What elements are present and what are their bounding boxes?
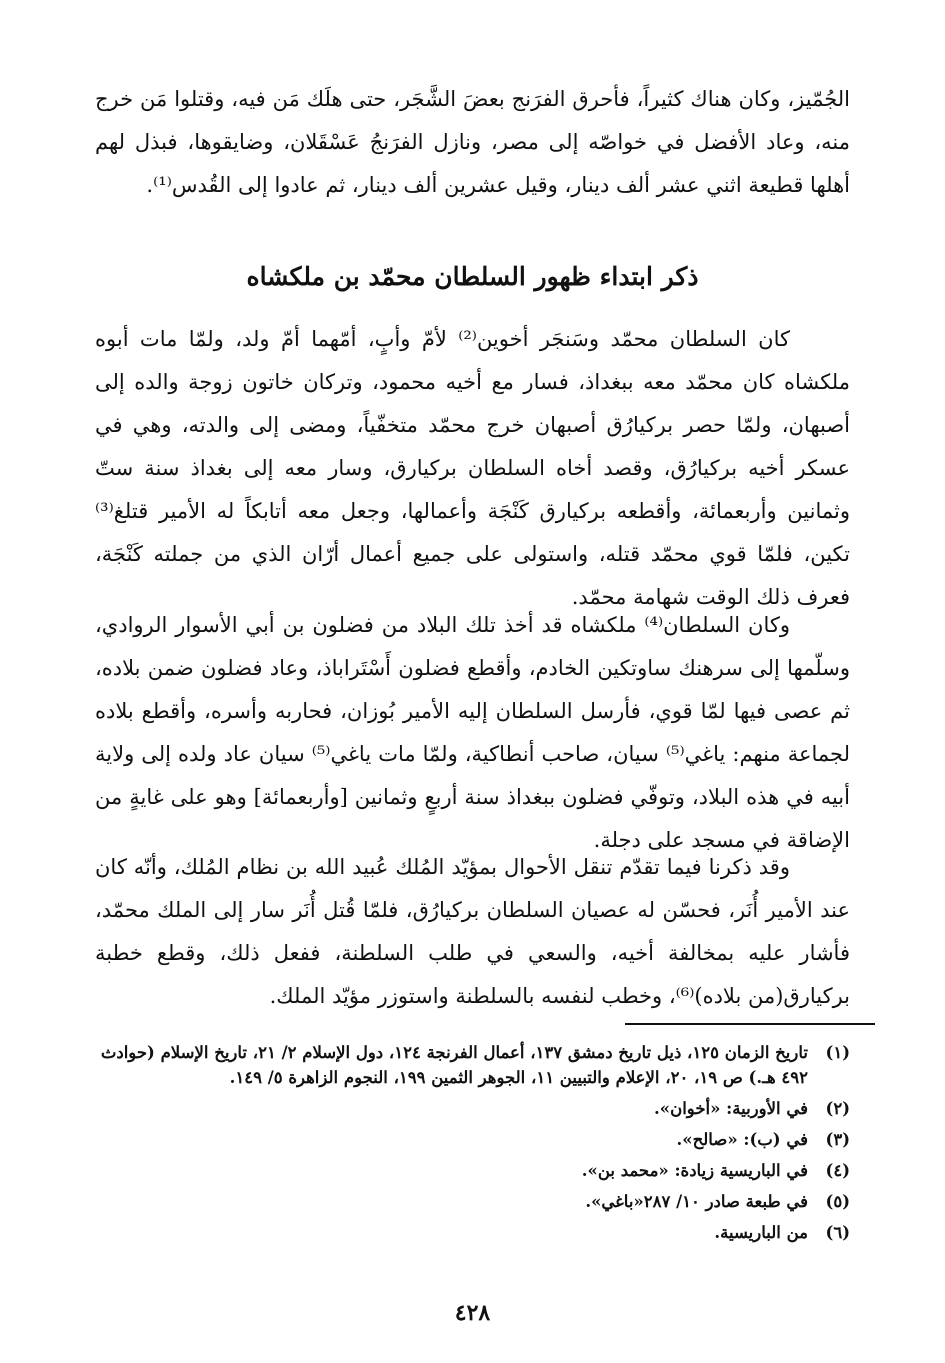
footnote-number: (١) xyxy=(825,1043,850,1062)
footnote-number: (٦) xyxy=(825,1223,850,1242)
paragraph-text: وقد ذكرنا فيما تقدّم تنقل الأحوال بمؤيّد المُلك عُبيد الله بن نظام المُلك، وأنّه كان عند الأمير أُنَر، فحسّن له عصيان السلطان بركيارُق، فلمّا قُتل أُنَر سار إلى الملك محمّد، فأشار عليه بمخالفة أخيه، والسعي في طلب السلطنة، ففعل ذلك، وقطع خطبة بركيارق(من بلاده)⁽⁶⁾، وخطب لنفسه بالسلطنة واستوزر مؤيّد الملك. xyxy=(95,855,850,1008)
page-number: ٤٢٨ xyxy=(454,1300,491,1326)
footnote-item xyxy=(70,1158,850,1183)
footnotes xyxy=(70,1040,850,1251)
footnote-item xyxy=(70,1040,850,1090)
paragraph-3 xyxy=(95,846,850,1018)
footnote-divider xyxy=(625,1023,875,1025)
footnote-number: (٣) xyxy=(825,1130,850,1149)
footnote-text: تاريخ الزمان ١٢٥، ذيل تاريخ دمشق ١٣٧، أعمال الفرنجة ١٢٤، دول الإسلام ٢/ ٢١، تاريخ الإسلام (حوادث ٤٩٢ هـ.) ص ١٩، ٢٠، الإعلام والتبيين ١١، الجوهر الثمين ١٩٩، النجوم الزاهرة ٥/ ١٤٩. xyxy=(100,1043,808,1087)
footnote-item xyxy=(70,1220,850,1245)
footnote-item xyxy=(70,1189,850,1214)
intro-paragraph xyxy=(95,78,850,207)
paragraph-text: وكان السلطان⁽⁴⁾ ملكشاه قد أخذ تلك البلاد من فضلون بن أبي الأسوار الروادي، وسلّمها إلى سرهنك ساوتكين الخادم، وأقطع فضلون أَسْتَراباذ، وعاد فضلون ضمن بلاده، ثم عصى فيها لمّا قوي، فأرسل السلطان إليه الأمير بُوزان، فحاربه وأسره، وأقطع بلاده لجماعة منهم: ياغي⁽⁵⁾ سيان، صاحب أنطاكية، ولمّا مات ياغي⁽⁵⁾ سيان عاد ولده إلى ولاية أبيه في هذه البلاد، وتوفّي فضلون ببغداذ سنة أربعٍ وثمانين [وأربعمائة] وهو على غايةٍ من الإضاقة في مسجد على دجلة. xyxy=(95,613,850,852)
paragraph-text: كان السلطان محمّد وسَنجَر أخوين⁽²⁾ لأمّ وأبٍ، أمّهما أمّ ولد، ولمّا مات أبوه ملكشاه كان محمّد معه ببغداذ، فسار مع أخيه محمود، وتركان خاتون زوجة والده إلى أصبهان، ولمّا حصر بركيارُق أصبهان خرج محمّد متخفّياً، ومضى إلى والدته، وهي في عسكر أخيه بركيارُق، وقصد أخاه السلطان بركيارق، وسار معه إلى بغداذ سنة ستّ وثمانين وأربعمائة، وأقطعه بركيارق كَنْجَة وأعمالها، وجعل معه أتابكاً له الأمير قتلغ⁽³⁾ تكين، فلمّا قوي محمّد قتله، واستولى على جميع أعمال أرّان الذي من جملته كَنْجَة، فعرف ذلك الوقت شهامة محمّد. xyxy=(95,327,850,609)
footnote-number: (٤) xyxy=(825,1161,850,1180)
footnote-text: في الأوربية: «أخوان». xyxy=(654,1099,808,1118)
footnote-text: في (ب): «صالح». xyxy=(676,1130,808,1149)
section-heading: ذكر ابتداء ظهور السلطان محمّد بن ملكشاه xyxy=(246,262,699,291)
footnote-item xyxy=(70,1127,850,1152)
paragraph-1 xyxy=(95,318,850,619)
footnote-number: (٥) xyxy=(825,1192,850,1211)
footnote-number: (٢) xyxy=(825,1099,850,1118)
footnote-text: في طبعة صادر ١٠/ ٢٨٧«باغي». xyxy=(585,1192,808,1211)
footnote-text: في الباريسية زيادة: «محمد بن». xyxy=(581,1161,808,1180)
paragraph-2 xyxy=(95,604,850,862)
footnote-text: من الباريسية. xyxy=(714,1223,808,1242)
intro-text: الجُمّيز، وكان هناك كثيراً، فأحرق الفرَنج بعضَ الشَّجَر، حتى هلَك مَن فيه، وقتلوا مَن خرج منه، وعاد الأفضل في خواصّه إلى مصر، ونازل الفرَنجُ عَسْقَلان، وضايقوها، فبذل لهم أهلها قطيعة اثني عشر ألف دينار، وقيل عشرين ألف دينار، ثم عادوا إلى القُدس⁽¹⁾. xyxy=(95,87,850,197)
footnote-item xyxy=(70,1096,850,1121)
